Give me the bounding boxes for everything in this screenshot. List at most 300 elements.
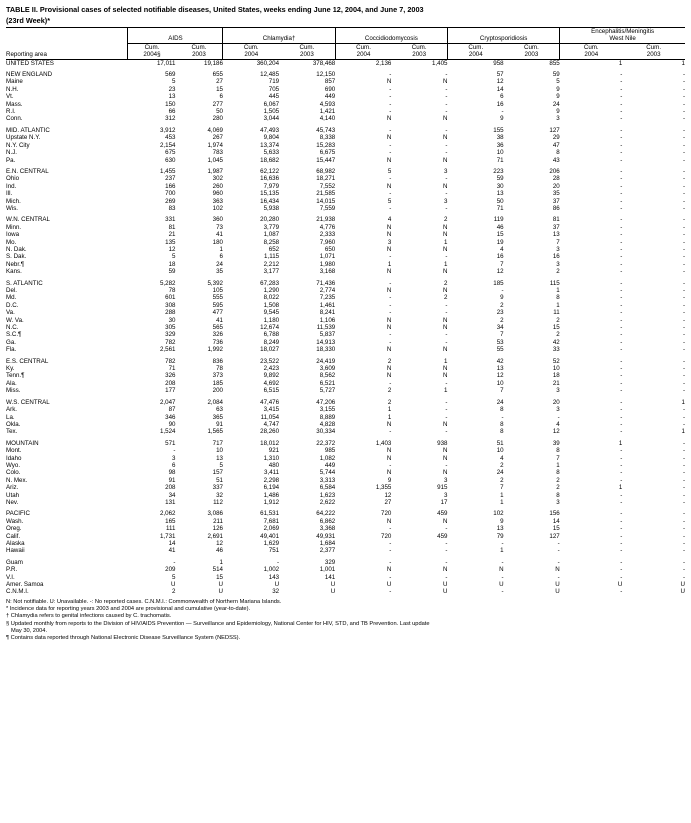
cell-chlamydia-2003: 329 — [324, 558, 336, 566]
cell-aids-2003: 267 — [212, 134, 223, 142]
cell-chlamydia-2004: 2,298 — [263, 476, 280, 484]
cell-cocci-2004: 720 — [381, 532, 392, 540]
row-reporting-area: Ind. — [6, 182, 17, 190]
row-reporting-area: E.S. CENTRAL — [6, 357, 49, 365]
cell-cocci-2003: N — [443, 223, 448, 231]
row-reporting-area: W.N. CENTRAL — [6, 216, 51, 224]
cell-chlamydia-2004: 9,804 — [263, 134, 280, 142]
colhdr-wnv-2004: 2004 — [560, 51, 623, 59]
row-reporting-area: Guam — [6, 558, 23, 566]
cell-cocci-2004: N — [386, 566, 392, 574]
cell-cocci-2003: 2 — [444, 216, 448, 224]
cell-cocci-2003: - — [445, 428, 448, 436]
cell-cocci-2003: - — [445, 558, 448, 566]
table-row — [6, 134, 685, 141]
cell-crypto-2004: 2 — [500, 301, 504, 309]
cell-aids-2003: 736 — [212, 338, 223, 346]
cell-cocci-2004: - — [389, 294, 392, 302]
cell-cocci-2004: - — [389, 93, 392, 101]
cell-cocci-2003: 17 — [440, 498, 448, 506]
cell-wnv-2004: - — [620, 279, 623, 287]
cell-cocci-2004: 3 — [387, 238, 392, 246]
cell-chlamydia-2003: 6,584 — [319, 484, 336, 492]
cell-chlamydia-2003: 4,593 — [319, 100, 336, 108]
table-row — [6, 440, 685, 447]
cell-cocci-2004: 1,355 — [375, 484, 392, 492]
cell-aids-2003: 126 — [212, 525, 223, 533]
cell-chlamydia-2004: 3,177 — [263, 268, 280, 276]
row-reporting-area: NEW ENGLAND — [6, 71, 53, 79]
cell-chlamydia-2003: 7,235 — [319, 294, 336, 302]
cell-wnv-2004: - — [620, 182, 623, 190]
cell-aids-2004: 78 — [168, 287, 176, 294]
cell-chlamydia-2004: 1,115 — [264, 253, 280, 261]
cell-cocci-2004: N — [386, 517, 392, 525]
cell-crypto-2004: 19 — [496, 238, 504, 246]
cell-aids-2004: 571 — [165, 439, 176, 447]
cell-chlamydia-2004: 20,280 — [260, 216, 280, 224]
cell-chlamydia-2003: 15,283 — [316, 141, 336, 149]
cell-crypto-2004: 9 — [500, 517, 504, 525]
cell-cocci-2003: 3 — [444, 491, 448, 499]
cell-wnv-2004: - — [620, 134, 623, 142]
cell-chlamydia-2003: 8,889 — [319, 413, 336, 421]
cell-cocci-2004: 4 — [387, 216, 392, 224]
cell-cocci-2003: 938 — [437, 439, 448, 447]
cell-chlamydia-2003: 15,447 — [316, 156, 336, 164]
cell-wnv-2004: - — [620, 532, 623, 540]
cell-aids-2004: 1,455 — [159, 167, 176, 175]
table-title — [0, 0, 691, 27]
table-row — [6, 331, 685, 338]
cell-wnv-2003: - — [682, 204, 685, 212]
cell-crypto-2004: 55 — [496, 346, 504, 354]
cell-crypto-2003: 8 — [556, 294, 560, 302]
cell-cocci-2003: - — [445, 525, 448, 533]
row-reporting-area: Hawaii — [6, 547, 25, 555]
cell-aids-2004: 208 — [165, 379, 176, 387]
cell-wnv-2003: - — [682, 558, 685, 566]
row-reporting-area: S.C.¶ — [6, 331, 22, 339]
cell-chlamydia-2003: 4,776 — [319, 223, 336, 231]
cell-cocci-2003: 459 — [437, 532, 448, 540]
cell-crypto-2003: N — [555, 566, 560, 574]
cell-wnv-2004: - — [620, 357, 623, 365]
cell-aids-2004: 269 — [165, 197, 176, 205]
colhdr-chlamydia-2003: 2003 — [279, 51, 335, 59]
cell-aids-2004: 331 — [165, 216, 176, 224]
cell-chlamydia-2004: 18,682 — [260, 156, 280, 164]
cell-wnv-2004: - — [620, 517, 623, 525]
cell-chlamydia-2003: 3,609 — [319, 365, 336, 373]
cell-chlamydia-2003: 1,980 — [319, 260, 336, 268]
cell-crypto-2003: 2 — [556, 476, 560, 484]
cell-crypto-2003: 29 — [552, 134, 560, 142]
cell-cocci-2004: - — [389, 204, 392, 212]
cell-wnv-2003: - — [682, 78, 685, 86]
cell-crypto-2003: 12 — [552, 428, 560, 436]
cell-wnv-2004: - — [620, 238, 623, 246]
row-reporting-area: UNITED STATES — [6, 59, 54, 67]
cell-aids-2004: 1,731 — [159, 532, 176, 540]
cell-aids-2003: 78 — [216, 365, 223, 373]
cell-crypto-2004: 9 — [500, 294, 504, 302]
cell-crypto-2003: 13 — [552, 231, 560, 239]
cell-chlamydia-2003: 22,372 — [316, 439, 336, 447]
cell-crypto-2004: 46 — [496, 223, 504, 231]
cell-chlamydia-2003: 21,938 — [316, 216, 336, 224]
cell-wnv-2004: - — [620, 547, 623, 555]
cell-chlamydia-2003: 5,837 — [319, 331, 336, 339]
table-row — [6, 78, 685, 85]
group-header-row — [6, 28, 685, 44]
footnote-0: N: Not notifiable. U: Unavailable. -: No reported cases. C.N.M.I.: Commonwealth of Northern Mariana Islands. — [6, 598, 282, 605]
cell-aids-2003: 360 — [212, 216, 223, 224]
table-row — [6, 462, 685, 469]
cell-chlamydia-2004: 3,411 — [264, 469, 280, 477]
cell-crypto-2004: 185 — [493, 279, 504, 287]
cell-wnv-2003: - — [682, 167, 685, 175]
colhdr-aids-2004: 2004§ — [128, 51, 175, 59]
cell-wnv-2004: - — [620, 573, 623, 581]
cell-aids-2003: 363 — [212, 197, 223, 205]
cell-cocci-2003: - — [445, 149, 448, 157]
row-reporting-area: Ala. — [6, 379, 17, 387]
cell-cocci-2004: N — [386, 156, 392, 164]
cell-wnv-2004: - — [620, 167, 623, 175]
cell-crypto-2003: 3 — [556, 115, 560, 123]
cell-chlamydia-2004: 1,002 — [263, 566, 280, 574]
cell-chlamydia-2003: 71,436 — [316, 279, 336, 287]
cell-crypto-2004: 42 — [496, 357, 504, 365]
table-row — [6, 387, 685, 394]
row-reporting-area: Alaska — [6, 540, 25, 547]
colhdr-chlamydia-2004-top: Cum. — [223, 43, 279, 51]
cell-wnv-2003: - — [682, 268, 685, 276]
row-reporting-area: MID. ATLANTIC — [6, 126, 50, 134]
cell-wnv-2004: - — [620, 268, 623, 276]
row-reporting-area: Va. — [6, 309, 15, 317]
footnote-5: ¶ Contains data reported through National Electronic Disease Surveillance System (NEDSS). — [6, 635, 241, 642]
cell-crypto-2004: 7 — [500, 387, 504, 395]
cell-chlamydia-2003: 5,744 — [319, 469, 336, 477]
cell-aids-2004: 12 — [168, 245, 176, 253]
cell-wnv-2004: - — [620, 71, 623, 79]
cell-aids-2003: 4,069 — [207, 126, 223, 134]
cell-aids-2004: 5 — [172, 78, 176, 86]
cell-cocci-2003: - — [445, 573, 448, 581]
cell-chlamydia-2004: 6,194 — [263, 484, 280, 492]
cell-wnv-2003: - — [682, 498, 685, 506]
colhdr-cocci-2004: 2004 — [335, 51, 391, 59]
cell-chlamydia-2004: 15,135 — [260, 190, 280, 198]
cell-chlamydia-2004: 705 — [268, 85, 280, 93]
cell-chlamydia-2004: 7,681 — [263, 517, 280, 525]
cell-cocci-2004: N — [386, 78, 392, 86]
cell-wnv-2003: - — [682, 379, 685, 387]
cell-crypto-2003: 33 — [552, 346, 560, 354]
table-row — [6, 566, 685, 573]
cell-wnv-2003: U — [680, 581, 685, 589]
cell-cocci-2004: - — [389, 379, 392, 387]
cell-chlamydia-2003: 2,333 — [319, 231, 336, 239]
cell-chlamydia-2004: 445 — [268, 93, 280, 101]
colhdr-crypto-2003-top: Cum. — [524, 43, 539, 51]
cell-crypto-2003: 16 — [552, 253, 560, 261]
cell-aids-2003: 51 — [216, 476, 223, 484]
cell-wnv-2003: - — [682, 491, 685, 499]
row-reporting-area: Ohio — [6, 175, 20, 183]
footnotes — [6, 599, 685, 643]
cell-aids-2004: 6 — [172, 461, 176, 469]
cell-crypto-2004: 24 — [496, 398, 504, 406]
cell-crypto-2004: - — [501, 287, 504, 294]
cell-chlamydia-2003: 3,168 — [319, 268, 336, 276]
cell-cocci-2003: - — [445, 331, 448, 339]
cell-wnv-2003: - — [682, 476, 685, 484]
footnote-3: § Updated monthly from reports to the Division of HIV/AIDS Prevention — Surveillance and Epidemiology, National Center for HIV, STD, and TB Prevention. Last update — [6, 620, 430, 627]
table-row — [6, 268, 685, 275]
cell-cocci-2003: 1 — [444, 387, 448, 395]
cell-aids-2003: 555 — [212, 294, 223, 302]
cell-aids-2003: 41 — [216, 231, 223, 239]
table-row — [6, 253, 685, 260]
cell-aids-2003: 35 — [216, 268, 223, 276]
row-reporting-area: Tenn.¶ — [6, 372, 25, 380]
cell-wnv-2003: - — [682, 156, 685, 164]
table-row — [6, 309, 685, 316]
cell-crypto-2004: 16 — [496, 253, 504, 261]
cell-chlamydia-2004: - — [277, 558, 280, 566]
row-reporting-area: N. Mex. — [6, 476, 28, 484]
table-row — [6, 540, 685, 547]
colhdr-aids-2003: 2003 — [175, 51, 223, 59]
cell-wnv-2003: - — [682, 182, 685, 190]
cell-aids-2004: 83 — [168, 204, 176, 212]
cell-chlamydia-2004: 3,779 — [263, 223, 280, 231]
cell-cocci-2004: N — [386, 324, 392, 332]
cell-cocci-2004: N — [386, 365, 392, 373]
cell-wnv-2004: - — [620, 324, 623, 332]
cell-aids-2004: 14 — [168, 540, 176, 547]
colhdr-chlamydia-2003-top: Cum. — [299, 43, 315, 51]
cell-chlamydia-2004: 1,508 — [263, 301, 280, 309]
cell-chlamydia-2004: 3,044 — [263, 115, 280, 123]
table-row — [6, 287, 685, 294]
row-reporting-area: Conn. — [6, 115, 23, 123]
cell-cocci-2004: 5 — [387, 197, 392, 205]
cell-wnv-2004: - — [620, 365, 623, 373]
cell-chlamydia-2004: 1,310 — [263, 454, 280, 462]
cell-aids-2004: 1,524 — [159, 428, 176, 436]
cell-cocci-2004: - — [389, 461, 392, 469]
cell-aids-2004: 5 — [172, 253, 176, 261]
cell-wnv-2004: - — [620, 100, 623, 108]
row-reporting-area: Iowa — [6, 231, 20, 239]
cell-crypto-2003: 28 — [552, 175, 560, 183]
cell-cocci-2003: - — [445, 126, 448, 134]
cell-chlamydia-2004: 1,087 — [263, 231, 280, 239]
colhdr-cocci-2004-top: Cum. — [335, 43, 391, 51]
cell-wnv-2003: - — [682, 301, 685, 309]
table-row — [6, 510, 685, 517]
row-reporting-area: W. Va. — [6, 316, 24, 324]
cell-crypto-2003: 8 — [556, 469, 560, 477]
cell-crypto-2004: 8 — [500, 428, 504, 436]
cell-chlamydia-2003: 857 — [324, 78, 336, 86]
cell-crypto-2004: 223 — [493, 167, 504, 175]
table-row — [6, 588, 685, 595]
cell-wnv-2004: - — [620, 175, 623, 183]
cell-crypto-2004: 13 — [496, 190, 504, 198]
table-row — [6, 198, 685, 205]
cell-aids-2004: 326 — [165, 372, 176, 380]
cell-chlamydia-2003: 3,155 — [319, 406, 336, 414]
table-row — [6, 183, 685, 190]
table-row — [6, 455, 685, 462]
cell-aids-2003: 1,045 — [207, 156, 223, 164]
table-row — [6, 428, 685, 435]
row-reporting-area: Wash. — [6, 517, 24, 525]
cell-chlamydia-2004: 12,485 — [260, 71, 280, 79]
group-header-aids: AIDS — [128, 28, 223, 44]
cell-wnv-2003: - — [682, 517, 685, 525]
table-row — [6, 406, 685, 413]
cell-wnv-2004: - — [620, 108, 623, 116]
cell-chlamydia-2003: 650 — [324, 245, 336, 253]
cell-wnv-2003: - — [682, 141, 685, 149]
cell-cocci-2004: 2,136 — [375, 59, 392, 67]
table-row — [6, 294, 685, 301]
table-row — [6, 231, 685, 238]
cell-crypto-2003: 2 — [556, 484, 560, 492]
table-row — [6, 492, 685, 499]
cell-chlamydia-2003: U — [330, 588, 336, 596]
cell-cocci-2004: - — [389, 309, 392, 317]
cell-cocci-2004: - — [389, 573, 392, 581]
cell-crypto-2003: 8 — [556, 447, 560, 455]
cell-wnv-2004: - — [620, 588, 623, 596]
cell-crypto-2004: 59 — [496, 175, 504, 183]
cell-cocci-2003: - — [445, 301, 448, 309]
cell-aids-2004: 305 — [165, 324, 176, 332]
row-reporting-area: Utah — [6, 491, 20, 499]
cell-wnv-2004: - — [620, 260, 623, 268]
cell-chlamydia-2004: 61,531 — [260, 510, 280, 518]
cell-chlamydia-2004: 1,629 — [263, 540, 280, 547]
cell-aids-2004: 30 — [168, 316, 176, 324]
cell-chlamydia-2003: 30,334 — [316, 428, 336, 436]
cell-wnv-2003: - — [682, 510, 685, 518]
cell-crypto-2003: 5 — [556, 78, 560, 86]
cell-chlamydia-2004: 2,423 — [263, 365, 280, 373]
cell-aids-2003: 27 — [216, 78, 223, 86]
group-header-west-nile-line2: West Nile — [609, 35, 636, 43]
cell-cocci-2004: - — [389, 331, 392, 339]
cell-chlamydia-2003: 378,468 — [312, 59, 336, 67]
cell-crypto-2003: 21 — [552, 379, 560, 387]
cell-crypto-2003: 115 — [549, 279, 560, 287]
cell-cocci-2003: - — [445, 141, 448, 149]
cell-aids-2004: 17,011 — [156, 59, 176, 67]
cell-chlamydia-2004: 6,515 — [263, 387, 280, 395]
cell-wnv-2003: - — [682, 93, 685, 101]
cell-cocci-2003: N — [443, 365, 448, 373]
cell-crypto-2003: 1 — [556, 287, 560, 294]
cell-wnv-2003: - — [682, 357, 685, 365]
cell-wnv-2003: - — [682, 566, 685, 574]
cell-wnv-2004: - — [620, 309, 623, 317]
cell-chlamydia-2003: 449 — [324, 93, 336, 101]
cell-cocci-2003: 1 — [444, 260, 448, 268]
row-reporting-area: Vt. — [6, 93, 14, 101]
table-row — [6, 339, 685, 346]
row-reporting-area: Nev. — [6, 498, 19, 506]
cell-cocci-2003: - — [445, 190, 448, 198]
table-row — [6, 358, 685, 365]
cell-cocci-2004: - — [389, 175, 392, 183]
cell-wnv-2003: - — [682, 573, 685, 581]
cell-wnv-2004: - — [620, 216, 623, 224]
table-row — [6, 346, 685, 353]
row-reporting-area: Kans. — [6, 268, 22, 276]
row-reporting-area: S. Dak. — [6, 253, 27, 261]
cell-cocci-2004: - — [389, 149, 392, 157]
cell-crypto-2003: 20 — [552, 182, 560, 190]
cell-crypto-2004: N — [499, 566, 504, 574]
cell-cocci-2004: - — [389, 253, 392, 261]
cell-crypto-2004: 7 — [500, 331, 504, 339]
cell-aids-2004: 5,282 — [159, 279, 176, 287]
cell-wnv-2003: - — [682, 216, 685, 224]
cell-wnv-2003: - — [682, 223, 685, 231]
cell-chlamydia-2004: 9,892 — [263, 372, 280, 380]
cell-chlamydia-2003: 141 — [324, 573, 336, 581]
cell-aids-2004: 2,561 — [159, 346, 176, 354]
row-reporting-area: Ariz. — [6, 484, 19, 492]
cell-wnv-2004: 1 — [618, 59, 623, 67]
cell-cocci-2003: N — [443, 517, 448, 525]
cell-aids-2004: U — [170, 581, 176, 589]
cell-aids-2003: 365 — [212, 413, 223, 421]
cell-crypto-2004: 7 — [500, 260, 504, 268]
cell-cocci-2004: N — [386, 447, 392, 455]
cell-aids-2003: 1 — [219, 245, 223, 253]
cell-chlamydia-2004: 9,545 — [263, 309, 280, 317]
cell-wnv-2004: - — [620, 461, 623, 469]
cell-aids-2004: 675 — [165, 149, 176, 157]
cell-aids-2003: 565 — [212, 324, 223, 332]
cell-chlamydia-2003: 14,913 — [316, 338, 336, 346]
row-reporting-area: La. — [6, 413, 15, 421]
cell-aids-2004: 601 — [165, 294, 176, 302]
cell-chlamydia-2003: 3,313 — [319, 476, 336, 484]
cell-cocci-2003: N — [443, 469, 448, 477]
cell-aids-2004: 131 — [165, 498, 176, 506]
cell-crypto-2003: - — [557, 413, 560, 421]
cell-wnv-2004: - — [620, 231, 623, 239]
cell-chlamydia-2004: 13,374 — [260, 141, 280, 149]
table-row — [6, 421, 685, 428]
cell-wnv-2003: - — [682, 469, 685, 477]
cell-aids-2004: 2,062 — [159, 510, 176, 518]
row-reporting-area: Okla. — [6, 420, 21, 428]
cell-wnv-2004: - — [620, 387, 623, 395]
colhdr-crypto-2004-top: Cum. — [447, 43, 503, 51]
cell-aids-2003: 91 — [216, 420, 223, 428]
row-reporting-area: Ga. — [6, 338, 16, 346]
cell-aids-2003: 211 — [213, 517, 223, 525]
